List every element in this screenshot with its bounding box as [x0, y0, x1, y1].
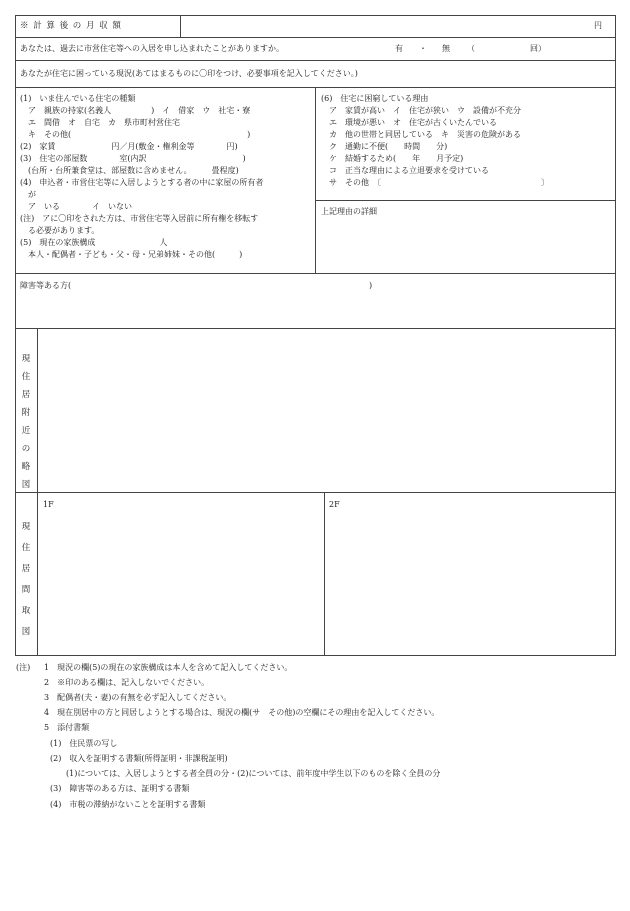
note-item-3: 3 配偶者(夫・妻)の有無を必ず記入してください。: [44, 693, 232, 702]
left-line-9: が: [20, 190, 36, 199]
income-field[interactable]: [181, 16, 581, 37]
applied-paren-close: 回）: [530, 44, 546, 53]
note-item-5: 5 添付書類: [44, 723, 90, 732]
floor1-drawing-area[interactable]: [39, 512, 322, 654]
note-item-5-2: (2) 収入を証明する書類(所得証明・非課税証明): [50, 754, 228, 763]
applied-no-option[interactable]: 無: [442, 44, 450, 53]
floorplan-label-divider: [37, 493, 38, 656]
left-line-13: (5) 現在の家族構成 人: [20, 238, 168, 247]
left-line-10: ア いる イ いない: [20, 202, 132, 211]
housing-divider: [315, 88, 316, 274]
left-line-3: エ 間借 オ 自宅 カ 県市町村営住宅: [20, 118, 180, 127]
left-line-8: (4) 申込者・市営住宅等に入居しようとする者の中に家屋の所有者: [20, 178, 264, 187]
map-label-divider: [37, 329, 38, 493]
right-line-7: コ 正当な理由による立退要求を受けている: [321, 166, 489, 175]
left-line-2: ア 親族の持家(名義人 ) イ 借家 ウ 社宅・寮: [20, 106, 251, 115]
applied-yes-option[interactable]: 有: [395, 44, 403, 53]
note-item-5-3: (3) 障害等のある方は、証明する書類: [50, 784, 190, 793]
floorplan-label: 現 住 居 間 取 図: [21, 522, 31, 637]
applied-paren-open: （: [467, 44, 475, 53]
applied-question: あなたは、過去に市営住宅等への入居を申し込まれたことがありますか。: [20, 44, 284, 53]
note-item-5-4: (4) 市税の滞納がないことを証明する書類: [50, 800, 206, 809]
income-label: ※ 計 算 後 の 月 収 額: [20, 21, 122, 31]
disability-close: ): [369, 281, 373, 290]
right-line-2: ア 家賃が高い イ 住宅が狭い ウ 設備が不充分: [321, 106, 521, 115]
note-item-2: 2 ※印のある欄は、記入しないでください。: [44, 678, 210, 687]
reason-detail-field[interactable]: [317, 220, 613, 272]
left-line-5: (2) 家賃 円／月(敷金・権利金等 円): [20, 142, 238, 151]
right-line-5: ク 通勤に不便( 時間 分): [321, 142, 448, 151]
note-item-5-1: (1) 住民票の写し: [50, 739, 118, 748]
left-line-6: (3) 住宅の部屋数 室(内訳 ): [20, 154, 246, 163]
map-label: 現 住 居 附 近 の 略 図: [21, 354, 31, 490]
right-line-4: カ 他の世帯と同居している キ 災害の危険がある: [321, 130, 521, 139]
situation-question: あなたが住宅に困っている現況(あてはまるものに〇印をつけ、必要事項を記入してください。): [20, 69, 358, 78]
left-line-12: る必要があります。: [20, 226, 100, 235]
income-unit: 円: [594, 21, 602, 30]
right-line-3: エ 環境が悪い オ 住宅が古くいたんでいる: [321, 118, 497, 127]
left-line-7: (台所・台所兼食堂は、部屋数に含めません。 畳程度): [20, 166, 239, 175]
floor1-label: 1F: [43, 500, 54, 509]
disability-field[interactable]: [82, 278, 364, 292]
right-line-6: ケ 結婚するため( 年 月予定): [321, 154, 464, 163]
floor2-drawing-area[interactable]: [326, 512, 614, 654]
note-item-1: 1 現況の欄(5)の現在の家族構成は本人を含めて記入してください。: [44, 663, 293, 672]
floor2-label: 2F: [329, 500, 340, 509]
left-line-11: (注) アに〇印をされた方は、市営住宅等入居前に所有権を移転す: [20, 214, 259, 223]
map-drawing-area[interactable]: [39, 331, 614, 491]
left-line-1: (1) いま住んでいる住宅の種類: [20, 94, 136, 103]
note-item-5-2-detail: (1)については、入居しようとする者全員の分・(2)については、前年度中学生以下のものを除く全員の分: [66, 769, 441, 778]
reason-detail-label: 上記理由の詳細: [321, 207, 377, 216]
right-line-8: サ その他 〔 〕: [321, 178, 549, 187]
applied-count-field[interactable]: [480, 40, 528, 58]
detail-divider: [315, 200, 616, 201]
note-item-4: 4 現在別居中の方と同居しようとする場合は、現況の欄(サ その他)の空欄にその理由を記入してください。: [44, 708, 440, 717]
notes-prefix: (注): [16, 663, 31, 672]
floor-divider: [324, 493, 325, 656]
left-line-4: キ その他( ): [20, 130, 251, 139]
right-line-1: (6) 住宅に困窮している理由: [321, 94, 429, 103]
applied-separator: ・: [419, 44, 427, 53]
left-line-14: 本人・配偶者・子ども・父・母・兄弟姉妹・その他( ): [20, 250, 243, 259]
disability-label: 障害等ある方(: [20, 281, 72, 290]
